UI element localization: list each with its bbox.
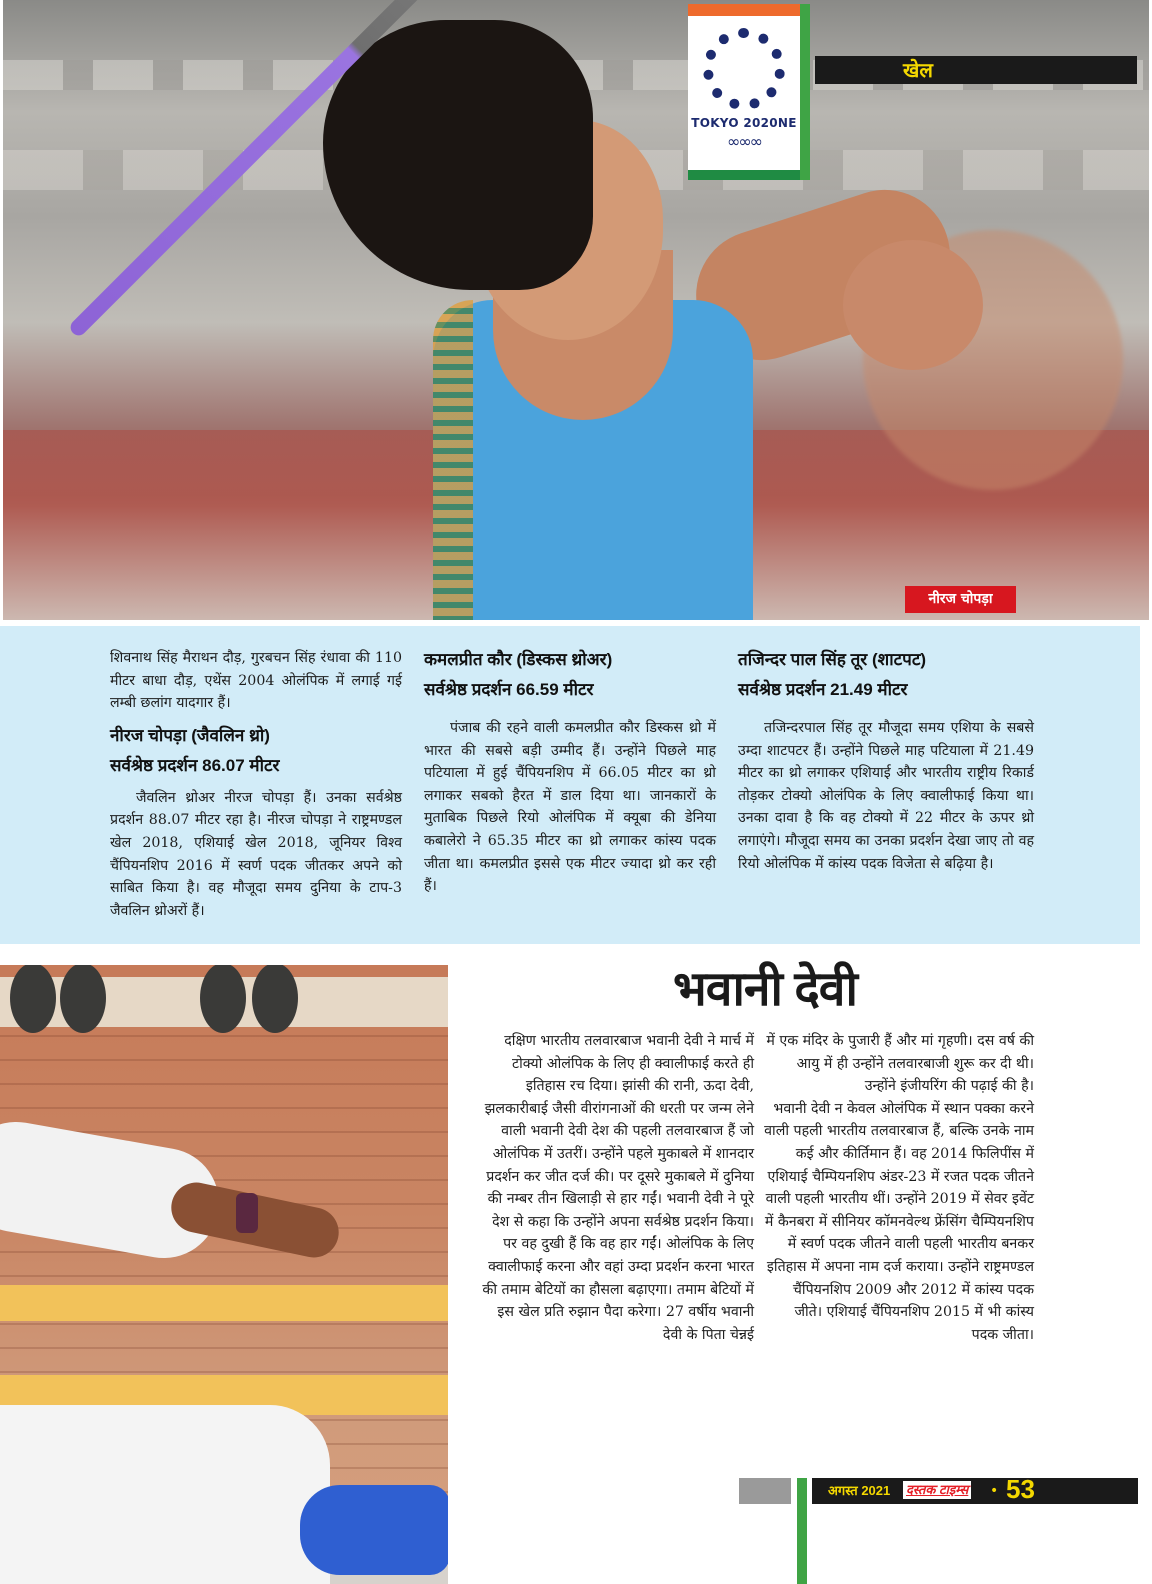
feature-body: दक्षिण भारतीय तलवारबाज भवानी देवी ने मार्च में टोक्यो ओलंपिक के लिए ही क्वालीफाई करते ही इतिहास रच दिया। झांसी की रानी, ऊदा देवी, झलकारीबाई जैसी वीरांगनाओं की धरती पर जन्म लेने वाली भवानी देवी देश की पहली तलवारबाज हैं जो ओलंपिक में उतरीं। उन्होंने पहले मुकाबले में शानदार प्रदर्शन कर जीत दर्ज की। पर दूसरे मुकाबले में दुनिया की नम्बर तीन खिलाड़ी से हार गईं। भवानी देवी ने पूरे देश से कहा कि उन्होंने अपना सर्वश्रेष्ठ प्रदर्शन किया। पर वह दुखी हैं कि वह हार गईं। ओलंपिक के लिए क्वालीफाई करना और वहां उम्दा प्रदर्शन करना भारत की तमाम बेटियों का हौसला बढ़ाएगा। तमाम बेटियों में इस खेल प्रति रुझान पैदा करेगा। 27 वर्षीय भवानी देवी के पिता चेन्नई: [482, 1033, 754, 1343]
issue-month: अगस्त 2021: [828, 1483, 891, 1498]
page-number: 53: [1006, 1474, 1035, 1504]
article-body: पंजाब की रहने वाली कमलप्रीत कौर डिस्कस थ्रो में भारत की सबसे बड़ी उम्मीद हैं। उन्होंने पिछले माह पटियाला में हुई चैंपियनशिप में 66.05 मीटर का थ्रो लगाकर सबको हैरत में डाल दिया था। जानकारों के मुताबिक पिछले रियो ओलंपिक में क्यूबा की डेनिया कबालेरो ने 65.35 मीटर का थ्रो लगाकर कांस्य पदक जीता था। कमलप्रीत इससे एक मीटर ज्यादा थ्रो कर रही हैं।: [424, 720, 716, 895]
fencer-shoe: [300, 1485, 448, 1575]
hero-photo-neeraj-chopra: [3, 0, 1149, 620]
article-column-neeraj: [110, 647, 402, 922]
olympic-emblem-icon: [703, 28, 785, 110]
magazine-brand: दस्तक टाइम्स: [903, 1481, 971, 1499]
article-heading: तजिन्दर पाल सिंह तूर (शाटपट): [738, 650, 927, 669]
feature-column-2: [764, 1030, 1034, 1346]
yellow-wall-stripe: [0, 1285, 448, 1321]
article-intro: शिवनाथ सिंह मैराथन दौड़, गुरबचन सिंह रंधावा की 110 मीटर बाधा दौड़, एथेंस 2004 ओलंपिक में लगाई गई लम्बी छलांग यादगार हैं।: [110, 650, 402, 712]
fencing-mask-icon: [10, 965, 56, 1033]
feature-title: भवानी देवी: [673, 963, 857, 1016]
article-body: तजिन्दरपाल सिंह तूर मौजूदा समय एशिया के सबसे उम्दा शाटपटर हैं। उन्होंने पिछले माह पटियाला में 21.49 मीटर का थ्रो लगाकर एशियाई और भारतीय राष्ट्रीय रिकार्ड तोड़कर टोक्यो ओलंपिक के लिए क्वालीफाई किया था। उनका दावा है कि वह टोक्यो में 22 मीटर के ऊपर थ्रो लगाएंगे। मौजूदा समय का उनका प्रदर्शन देखा जाए तो वह रियो ओलंपिक में कांस्य पदक विजेता से बढ़िया है।: [738, 720, 1034, 872]
accent-bar: [800, 4, 810, 180]
footer-accent-bar: [797, 1478, 807, 1584]
article-heading: कमलप्रीत कौर (डिस्कस थ्रोअर): [424, 650, 613, 669]
article-column-tajinderpal: [738, 647, 1034, 875]
photo-caption: नीरज चोपड़ा: [905, 586, 1016, 613]
article-subheading: सर्वश्रेष्ठ प्रदर्शन 66.59 मीटर: [424, 680, 594, 699]
athlete-vest-trim: [433, 300, 473, 620]
fencing-mask-icon: [60, 965, 106, 1033]
article-column-kamalpreet: [424, 647, 716, 898]
athlete-hair: [323, 20, 593, 290]
feature-body: में एक मंदिर के पुजारी हैं और मां गृहणी। दस वर्ष की आयु में ही उन्होंने तलवारबाजी शुरू कर दी थी। उन्होंने इंजीयरिंग की पढ़ाई की है।: [766, 1033, 1034, 1095]
footer-separator: •: [990, 1483, 999, 1499]
olympic-rings-icon: ∞∞∞: [727, 132, 761, 151]
article-subheading: सर्वश्रेष्ठ प्रदर्शन 21.49 मीटर: [738, 680, 908, 699]
fencing-mask-icon: [252, 965, 298, 1033]
article-body: जैवलिन थ्रोअर नीरज चोपड़ा हैं। उनका सर्वश्रेष्ठ प्रदर्शन 88.07 मीटर रहा है। नीरज चोपड़ा ने राष्ट्रमण्डल खेल 2018, एशियाई खेल 2018, जूनियर विश्व चैंपियनशिप 2016 में स्वर्ण पदक जीतकर अपने को साबित किया है। वह मौजूदा समय दुनिया के टाप-3 जैवलिन थ्रोअरों हैं।: [110, 789, 402, 919]
fencing-mask-icon: [200, 965, 246, 1033]
fencing-photo-bhavani-devi: [0, 965, 448, 1584]
article-heading: नीरज चोपड़ा (जैवलिन थ्रो): [110, 725, 270, 745]
olympic-logo-text: TOKYO 2020NE: [691, 116, 797, 130]
feature-column-1: [478, 1030, 754, 1346]
section-tag: [815, 56, 1137, 84]
athlete-fist: [843, 240, 983, 370]
section-label: खेल: [903, 58, 933, 82]
fencer-suit: [0, 1405, 330, 1584]
feature-body: भवानी देवी न केवल ओलंपिक में स्थान पक्का करने वाली पहली भारतीय तलवारबाज हैं, बल्कि उनके नाम कई और कीर्तिमान हैं। वह 2014 फिलिपींस में एशियाई चैम्पियनशिप अंडर-23 में रजत पदक जीतने वाली पहली भारतीय थीं। उन्होंने 2019 में सेवर इवेंट में कैनबरा में सीनियर कॉमनवेल्थ फ्रेंसिंग चैम्पियनशिप में स्वर्ण पदक जीतने वाली पहली भारतीय बनकर इतिहास में अपना नाम दर्ज कराया। उन्होंने राष्ट्रमण्डल चैंपियनशिप 2009 और 2012 में कांस्य पदक जीते। एशियाई चैंपियनशिप 2015 में भी कांस्य पदक जीता।: [764, 1100, 1034, 1343]
tokyo-olympics-logo: [688, 4, 800, 180]
wristwatch-icon: [236, 1193, 258, 1233]
article-subheading: सर्वश्रेष्ठ प्रदर्शन 86.07 मीटर: [110, 755, 280, 775]
footer-grey-block: [739, 1478, 791, 1504]
